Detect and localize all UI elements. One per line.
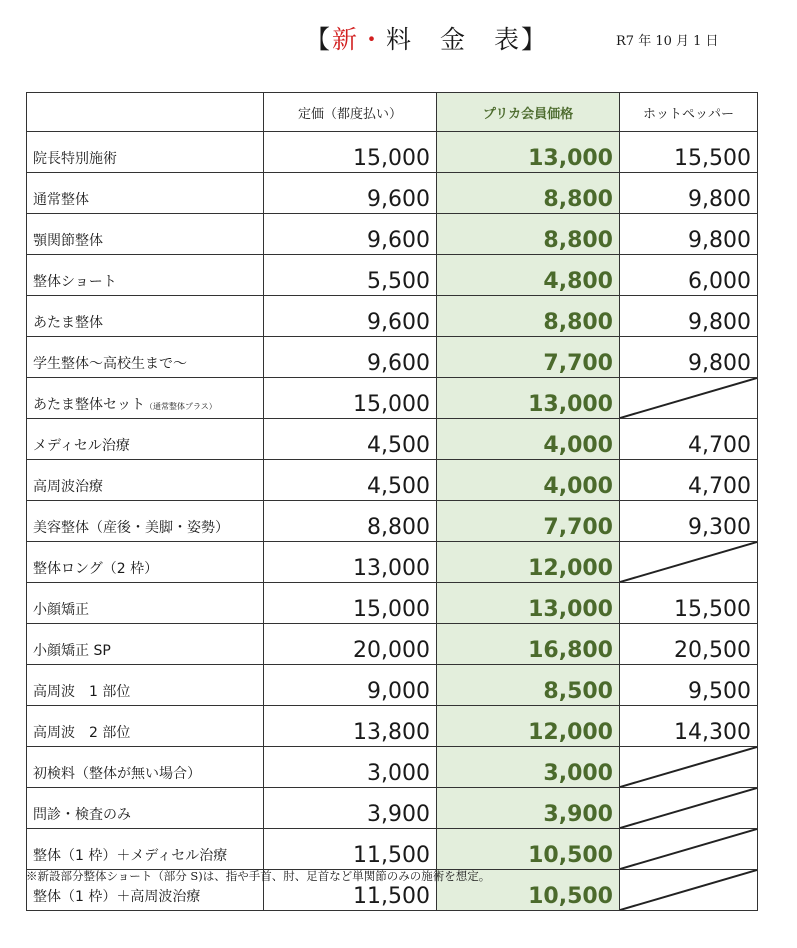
- service-name: [27, 132, 264, 173]
- title-open-bracket: 【: [305, 25, 333, 54]
- footnote: ※新設部分整体ショート（部分 S)は、指や手首、肘、足首など単関節のみの施術を想定。: [26, 869, 491, 883]
- service-name-text: 高周波 1 部位: [33, 684, 131, 700]
- service-name: [27, 255, 264, 296]
- service-name: [27, 665, 264, 706]
- title-new-label: 新: [332, 25, 360, 54]
- service-name: [27, 460, 264, 501]
- hotpepper-price: 9,300: [620, 501, 758, 542]
- table-row: [27, 829, 758, 870]
- table-row: [27, 255, 758, 296]
- regular-price: 20,000: [264, 624, 437, 665]
- service-name-text: 小顔矯正: [33, 602, 89, 618]
- title-rest: 料 金 表】: [386, 25, 549, 54]
- table-row: [27, 460, 758, 501]
- service-name-text: 学生整体～高校生まで～: [33, 356, 187, 372]
- hotpepper-price: 14,300: [620, 706, 758, 747]
- not-available-cell: [620, 788, 758, 829]
- service-name-text: 問診・検査のみ: [33, 807, 131, 823]
- regular-price: 4,500: [264, 460, 437, 501]
- table-row: [27, 419, 758, 460]
- service-name: [27, 583, 264, 624]
- hotpepper-price: 4,700: [620, 419, 758, 460]
- hotpepper-price: 15,500: [620, 132, 758, 173]
- service-name-text: 高周波治療: [33, 479, 103, 495]
- not-available-slash: [620, 747, 757, 787]
- regular-price: 9,000: [264, 665, 437, 706]
- regular-price: 3,900: [264, 788, 437, 829]
- not-available-slash: [620, 542, 757, 582]
- regular-price: 11,500: [264, 829, 437, 870]
- regular-price: 15,000: [264, 583, 437, 624]
- service-name-text: 高周波 2 部位: [33, 725, 131, 741]
- regular-price: 15,000: [264, 132, 437, 173]
- member-price: 13,000: [437, 132, 620, 173]
- service-name: [27, 624, 264, 665]
- table-row: [27, 337, 758, 378]
- service-name: [27, 788, 264, 829]
- table-row: [27, 747, 758, 788]
- member-price: 7,700: [437, 501, 620, 542]
- table-row: [27, 173, 758, 214]
- regular-price: 5,500: [264, 255, 437, 296]
- header-item: [27, 93, 264, 132]
- service-name: [27, 501, 264, 542]
- hotpepper-price: 9,500: [620, 665, 758, 706]
- service-name-text: 整体（1 枠）＋メディセル治療: [33, 848, 228, 864]
- member-price: 13,000: [437, 583, 620, 624]
- table-row: [27, 665, 758, 706]
- regular-price: 9,600: [264, 214, 437, 255]
- not-available-slash: [620, 378, 757, 418]
- service-name: [27, 337, 264, 378]
- service-name: [27, 296, 264, 337]
- hotpepper-price: 4,700: [620, 460, 758, 501]
- hotpepper-price: 20,500: [620, 624, 758, 665]
- service-name: [27, 378, 264, 419]
- member-price: 12,000: [437, 706, 620, 747]
- not-available-slash: [620, 788, 757, 828]
- service-name-note: （通常整体プラス）: [145, 402, 217, 411]
- member-price: 3,900: [437, 788, 620, 829]
- hotpepper-price: 9,800: [620, 337, 758, 378]
- table-row: [27, 624, 758, 665]
- hotpepper-price: 9,800: [620, 214, 758, 255]
- service-name-text: 整体ショート: [33, 274, 117, 290]
- regular-price: 11,500: [264, 870, 437, 911]
- service-name-text: あたま整体: [33, 315, 103, 331]
- service-name-text: 小顔矯正 SP: [33, 643, 111, 659]
- member-price: 4,000: [437, 460, 620, 501]
- member-price: 3,000: [437, 747, 620, 788]
- regular-price: 13,800: [264, 706, 437, 747]
- member-price: 4,800: [437, 255, 620, 296]
- regular-price: 9,600: [264, 296, 437, 337]
- service-name: [27, 829, 264, 870]
- service-name: [27, 419, 264, 460]
- header-hotpepper: ホットペッパー: [620, 93, 758, 132]
- hotpepper-price: 6,000: [620, 255, 758, 296]
- service-name-text: 初検料（整体が無い場合）: [33, 766, 201, 782]
- not-available-cell: [620, 378, 758, 419]
- table-row: [27, 501, 758, 542]
- member-price: 8,800: [437, 173, 620, 214]
- regular-price: 3,000: [264, 747, 437, 788]
- member-price: 10,500: [437, 870, 620, 911]
- table-body: [27, 132, 758, 911]
- not-available-cell: [620, 870, 758, 911]
- table-row: [27, 296, 758, 337]
- member-price: 12,000: [437, 542, 620, 583]
- member-price: 8,800: [437, 296, 620, 337]
- service-name-text: 顎関節整体: [33, 233, 103, 249]
- regular-price: 9,600: [264, 173, 437, 214]
- title-dot: ・: [359, 25, 387, 54]
- service-name-text: 通常整体: [33, 192, 89, 208]
- table-row: [27, 706, 758, 747]
- member-price: 10,500: [437, 829, 620, 870]
- not-available-slash: [620, 829, 757, 869]
- service-name-text: 整体（1 枠）＋高周波治療: [33, 889, 201, 905]
- service-name-text: 美容整体（産後・美脚・姿勢）: [33, 520, 229, 536]
- hotpepper-price: 9,800: [620, 173, 758, 214]
- regular-price: 13,000: [264, 542, 437, 583]
- regular-price: 4,500: [264, 419, 437, 460]
- service-name-text: 整体ロング（2 枠）: [33, 561, 159, 577]
- service-name-text: メディセル治療: [33, 438, 130, 454]
- service-name: [27, 214, 264, 255]
- member-price: 4,000: [437, 419, 620, 460]
- table-row: [27, 132, 758, 173]
- table-row: [27, 788, 758, 829]
- not-available-cell: [620, 747, 758, 788]
- not-available-slash: [620, 870, 757, 910]
- hotpepper-price: 9,800: [620, 296, 758, 337]
- price-table: [26, 92, 758, 911]
- table-row: [27, 378, 758, 419]
- effective-date: R7 年 10 月 1 日: [616, 34, 719, 49]
- member-price: 13,000: [437, 378, 620, 419]
- page-title: [305, 20, 548, 56]
- member-price: 8,500: [437, 665, 620, 706]
- regular-price: 15,000: [264, 378, 437, 419]
- header-regular-price: 定価（都度払い）: [264, 93, 437, 132]
- table-header-row: [27, 93, 758, 132]
- hotpepper-price: 15,500: [620, 583, 758, 624]
- table-row: [27, 542, 758, 583]
- header-member-price: プリカ会員価格: [437, 93, 620, 132]
- table-row: [27, 214, 758, 255]
- regular-price: 9,600: [264, 337, 437, 378]
- service-name: [27, 747, 264, 788]
- member-price: 7,700: [437, 337, 620, 378]
- not-available-cell: [620, 829, 758, 870]
- service-name-text: あたま整体セット: [33, 397, 145, 413]
- table-row: [27, 583, 758, 624]
- service-name: [27, 542, 264, 583]
- member-price: 16,800: [437, 624, 620, 665]
- member-price: 8,800: [437, 214, 620, 255]
- service-name: [27, 173, 264, 214]
- not-available-cell: [620, 542, 758, 583]
- service-name-text: 院長特別施術: [33, 151, 117, 167]
- service-name: [27, 706, 264, 747]
- regular-price: 8,800: [264, 501, 437, 542]
